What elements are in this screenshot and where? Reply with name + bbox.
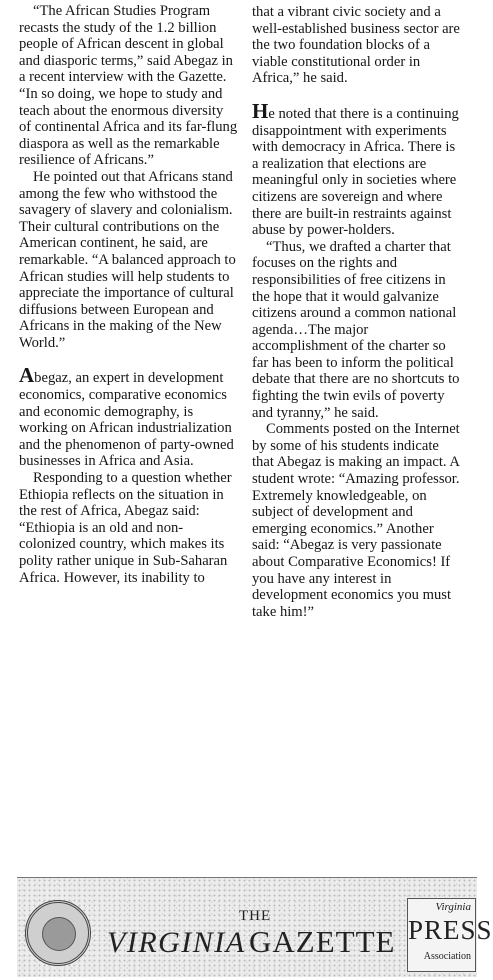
paragraph: “The African Studies Program recasts the study of the 1.2 billion people of African descent in global and diasporic terms,” said Abegaz in a recent interview with the Gazette. “In so doing, we hope to study and teach about the enormous diversity of continental Africa and its far-flung diaspora as well as the remarkable resilience of Africans.” bbox=[19, 3, 238, 169]
drop-cap: A bbox=[19, 363, 35, 388]
article-column-left bbox=[19, 3, 239, 586]
seal-icon bbox=[25, 900, 91, 966]
press-logo-middle: PRESS bbox=[408, 915, 493, 945]
masthead-name-gazette: GAZETTE bbox=[249, 924, 396, 959]
paragraph-text: e noted that there is a continuing disappointment with experiments with democracy in Africa. There is a realization that elections are meaningful only in societies where citizens are sovereign and where there are built-in restraints against abuse by power-holders. bbox=[252, 105, 459, 239]
paragraph-text: begaz, an expert in development economics, comparative economics and economic demography, is working on African industrialization and the phenomenon of party-owned businesses in Africa and Asia. bbox=[19, 370, 234, 470]
masthead-the: THE bbox=[239, 908, 272, 924]
newspaper-masthead bbox=[17, 877, 493, 977]
article-column-right bbox=[252, 4, 464, 620]
paragraph: He pointed out that Africans stand among the few who withstood the savagery of slavery and colonialism. Their cultural contributions on the American continent, he said, are remarkable. “A balanced approach to African studies will help students to appreciate the importance of cultural diffusions between European and Africans in the making of the New World.” bbox=[19, 168, 236, 351]
paragraph: that a vibrant civic society and a well-established business sector are the two foundation blocks of a viable constitutional order in Africa,” he said. bbox=[252, 4, 460, 87]
paragraph-dropcap bbox=[252, 98, 464, 239]
press-association-logo bbox=[407, 898, 493, 972]
press-logo-bottom: Association bbox=[423, 951, 471, 962]
paragraph: “Thus, we drafted a charter that focuses on the rights and responsibilities of free citizens in the hope that it would galvanize citizens around a common national agenda…The major accomplishment of the charter so far has been to inform the political debate that there are no shortcuts to fighting the twin evils of poverty and tyranny,” he said. bbox=[252, 238, 460, 421]
paragraph: Responding to a question whether Ethiopia reflects on the situation in the rest of Africa, Abegaz said: “Ethiopia is an old and non-colonized country, which makes its polity rather unique in Sub-Saharan Africa. However, its inability to bbox=[19, 470, 232, 586]
press-logo-top: Virginia bbox=[435, 901, 471, 913]
paragraph: Comments posted on the Internet by some of his students indicate that Abegaz is making an impact. A student wrote: “Amazing professor. Extremely knowledgeable, on subject of development and emerging economics.” Another said: “Abegaz is very passionate about Comparative Economics! If you have any interest in development economics you must take him!” bbox=[252, 421, 460, 620]
drop-cap: H bbox=[252, 98, 269, 123]
masthead-name-virginia: VIRGINIA bbox=[107, 926, 246, 959]
paragraph-dropcap bbox=[19, 363, 239, 470]
